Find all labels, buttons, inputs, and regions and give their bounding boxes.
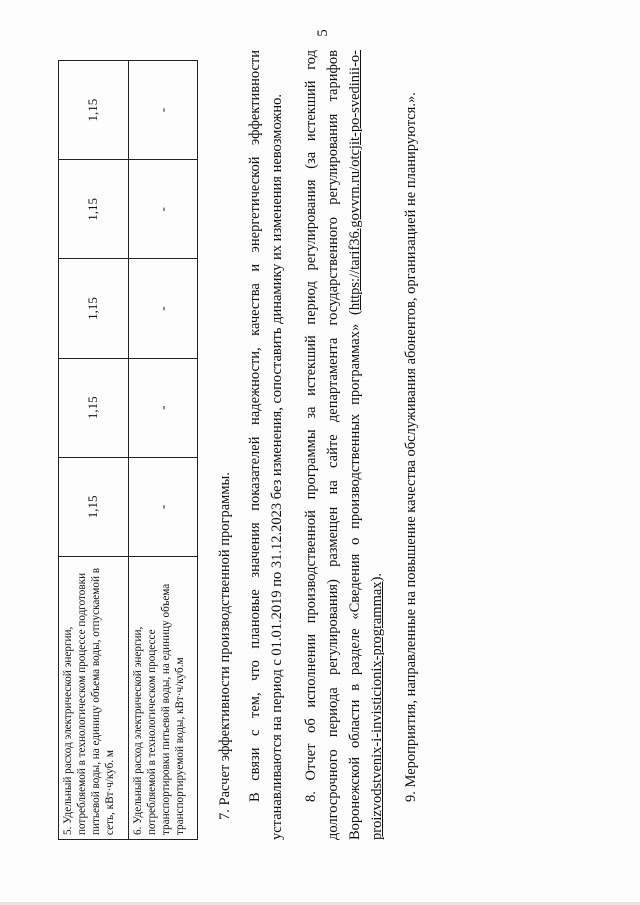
table-cell: 1,15: [59, 61, 129, 160]
body-text: [214, 50, 422, 840]
table-cell: -: [128, 160, 198, 259]
section-8-text-start: 8. Отчет об исполнении производственной программы за истекший период регулирования (за истекший год долгосрочного периода регулирования) размещен на сайте департамента государственного регулирования тарифов Воронежской области в разделе «Сведения о производственных программах» (: [303, 50, 363, 840]
table-row: [59, 61, 129, 840]
table-cell: 1,15: [59, 259, 129, 358]
indicators-table: [58, 60, 198, 840]
table-cell: 1,15: [59, 457, 129, 556]
section-7-heading: 7. Расчет эффективности производственной программы.: [217, 472, 233, 820]
table-row: [128, 61, 198, 840]
section-8-text-end: ).: [369, 573, 385, 582]
table-cell: -: [128, 358, 198, 457]
table-cell: 1,15: [59, 160, 129, 259]
section-8-paragraph: [300, 50, 388, 840]
indicator-name: 6. Удельный расход электрической энергии, потребляемой в технологическом процессе транспортировки питьевой воды, на единицу объема транспортируемой воды, кВт·ч/куб.м: [128, 557, 198, 840]
rotated-page-content: [58, 40, 448, 840]
table-cell: -: [128, 61, 198, 160]
report-link[interactable]: https://tarif36.govvrn.ru/otcjit-po-svedinii-o-proizvodstvenix-i-invisticionix-programmax: [347, 50, 385, 840]
section-7-paragraph: В связи с тем, что плановые значения показателей надежности, качества и энергетической эффективности устанавливаются на период с 01.01.2019 по 31.12.2023 без изменения, сопоставить динамику их изменения невозможно.: [247, 50, 285, 840]
table-cell: -: [128, 259, 198, 358]
indicator-name: 5. Удельный расход электрической энергии, потребляемой в технологическом процессе подготовки питьевой воды, на единицу объема воды, отпускаемой в сеть, кВт·ч/куб. м: [59, 557, 129, 840]
section-9-paragraph: 9. Мероприятия, направленные на повышение качества обслуживания абонентов, организацией не планируются.».: [403, 92, 419, 802]
table-cell: 1,15: [59, 358, 129, 457]
page-number: 5: [315, 29, 331, 37]
table-cell: -: [128, 457, 198, 556]
